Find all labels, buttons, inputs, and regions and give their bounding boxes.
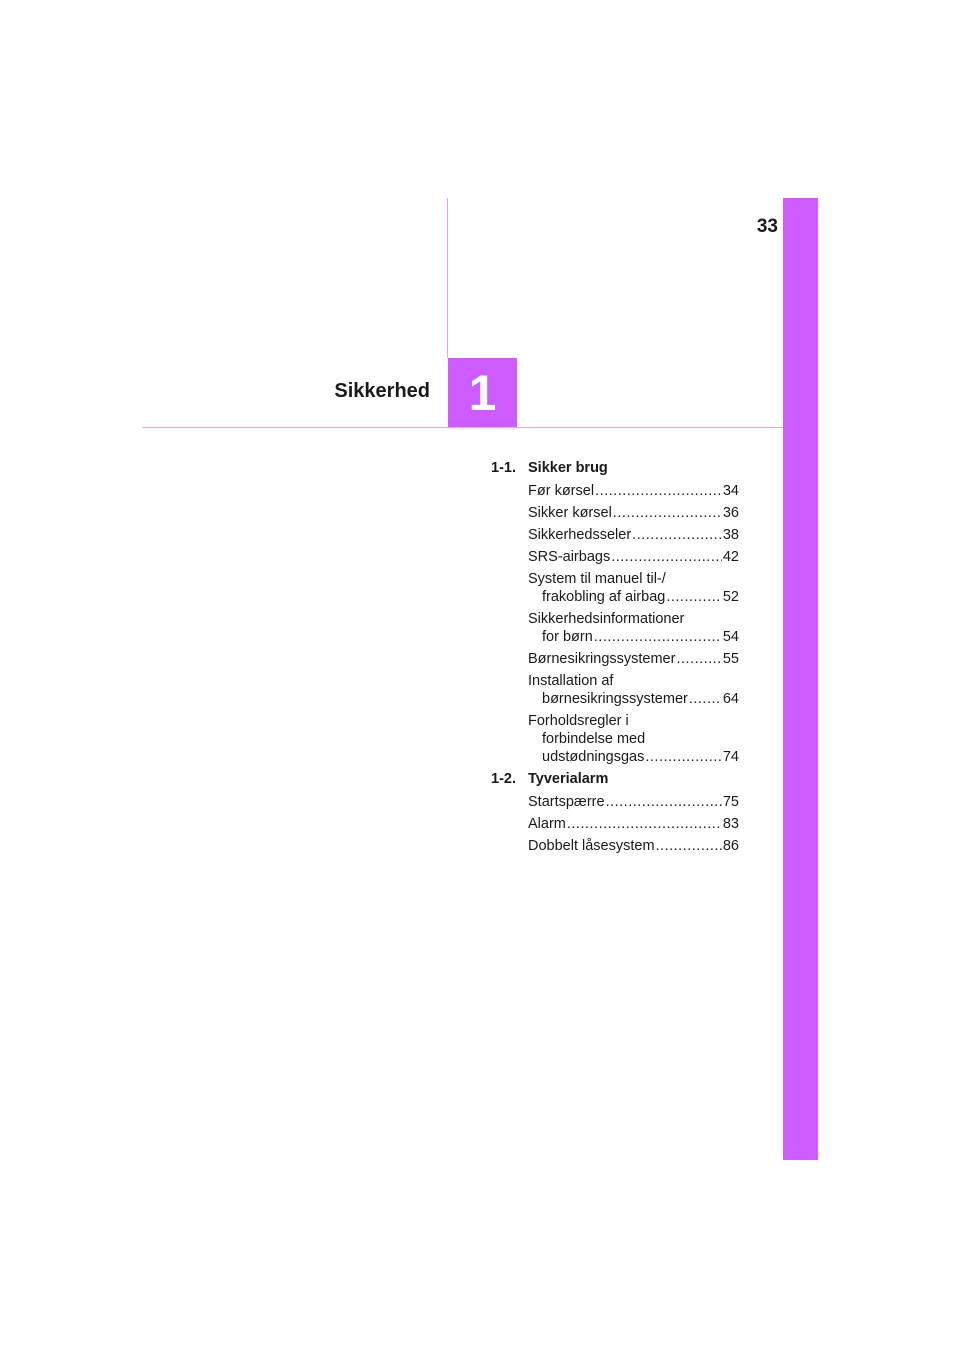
toc-entry[interactable]: [528, 482, 739, 500]
toc-entry[interactable]: [528, 504, 739, 522]
toc-entry-text: børnesikringssystemer: [542, 691, 688, 707]
toc-section-heading[interactable]: [491, 770, 739, 788]
toc-leader-dots: [645, 748, 721, 766]
toc-entry-page: 74: [722, 749, 739, 765]
toc-entry-line: [528, 672, 739, 690]
toc-leader-dots: [595, 482, 722, 500]
toc-entry-line: [528, 793, 739, 811]
toc-leader-dots: [567, 815, 722, 833]
toc-entry-page: 42: [722, 549, 739, 565]
toc-entry-text: Alarm: [528, 816, 566, 832]
toc-entry-line: [528, 628, 739, 646]
toc-entry-text: Forholdsregler i: [528, 713, 629, 729]
toc-leader-dots: [656, 837, 722, 855]
toc-entry-page: 52: [722, 589, 739, 605]
toc-leader-dots: [606, 793, 722, 811]
toc-entry-page: 38: [722, 527, 739, 543]
toc-entry-page: 86: [722, 838, 739, 854]
toc-entry-line: [528, 482, 739, 500]
toc-entry-line: [528, 504, 739, 522]
toc-section: [491, 770, 739, 855]
toc-entry-page: 34: [722, 483, 739, 499]
toc-entry-page: 75: [722, 794, 739, 810]
toc-leader-dots: [666, 588, 722, 606]
toc-entry-text: Dobbelt låsesystem: [528, 838, 655, 854]
toc-entry-line: [528, 650, 739, 668]
toc-entry-text: Børnesikringssystemer: [528, 651, 676, 667]
toc-leader-dots: [689, 690, 722, 708]
table-of-contents: [491, 459, 739, 859]
horizontal-rule: [142, 427, 783, 428]
toc-entry-line: [528, 526, 739, 544]
toc-entry-text: Sikkerhedsinformationer: [528, 611, 685, 627]
toc-entry-line: [528, 690, 739, 708]
toc-entry-page: 55: [722, 651, 739, 667]
toc-entry-page: 83: [722, 816, 739, 832]
chapter-title: Sikkerhed: [334, 380, 430, 402]
toc-entry-page: 36: [722, 505, 739, 521]
toc-entry-line: [528, 815, 739, 833]
toc-entry-line: [528, 548, 739, 566]
vertical-rule: [447, 198, 448, 358]
toc-entry[interactable]: [528, 837, 739, 855]
toc-entry-line: [528, 712, 739, 730]
toc-entry-text: Startspærre: [528, 794, 605, 810]
toc-entry-text: System til manuel til-/: [528, 571, 666, 587]
chapter-number: 1: [468, 364, 497, 421]
toc-section-title: Tyverialarm: [528, 771, 609, 787]
toc-leader-dots: [611, 548, 722, 566]
toc-entry-text: for børn: [542, 629, 593, 645]
chapter-number-box: [448, 358, 517, 427]
toc-entry-text: Før kørsel: [528, 483, 595, 499]
toc-entry-text: Sikker kørsel: [528, 505, 612, 521]
toc-entry[interactable]: [528, 548, 739, 566]
toc-entry-line: [528, 610, 739, 628]
toc-entry[interactable]: [528, 526, 739, 544]
toc-entry-line: [528, 588, 739, 606]
toc-entry-line: [528, 748, 739, 766]
page-number: 33: [756, 216, 778, 237]
toc-entry[interactable]: [528, 793, 739, 811]
toc-leader-dots: [676, 650, 721, 668]
toc-entry-page: 54: [722, 629, 739, 645]
toc-section-title: Sikker brug: [528, 460, 608, 476]
toc-entry-text: SRS-airbags: [528, 549, 611, 565]
toc-section-number: 1-1.: [491, 460, 516, 476]
toc-entry[interactable]: [528, 570, 739, 606]
chapter-tab-band: [783, 198, 818, 1160]
toc-leader-dots: [594, 628, 722, 646]
toc-leader-dots: [613, 504, 722, 522]
toc-section-heading[interactable]: [491, 459, 739, 477]
toc-entry[interactable]: [528, 815, 739, 833]
toc-section-number: 1-2.: [491, 771, 516, 787]
toc-entry-page: 64: [722, 691, 739, 707]
toc-entry-text: Sikkerhedsseler: [528, 527, 632, 543]
toc-entry[interactable]: [528, 650, 739, 668]
toc-entry[interactable]: [528, 610, 739, 646]
toc-entry-text: udstødningsgas: [542, 749, 645, 765]
toc-section: [491, 459, 739, 766]
toc-leader-dots: [632, 526, 722, 544]
toc-entry[interactable]: [528, 672, 739, 708]
toc-entry-text: forbindelse med: [542, 731, 646, 747]
toc-entry-text: Installation af: [528, 673, 614, 689]
toc-entry-line: [528, 837, 739, 855]
toc-entry-line: [528, 730, 739, 748]
toc-entry[interactable]: [528, 712, 739, 766]
toc-entry-line: [528, 570, 739, 588]
toc-entry-text: frakobling af airbag: [542, 589, 666, 605]
